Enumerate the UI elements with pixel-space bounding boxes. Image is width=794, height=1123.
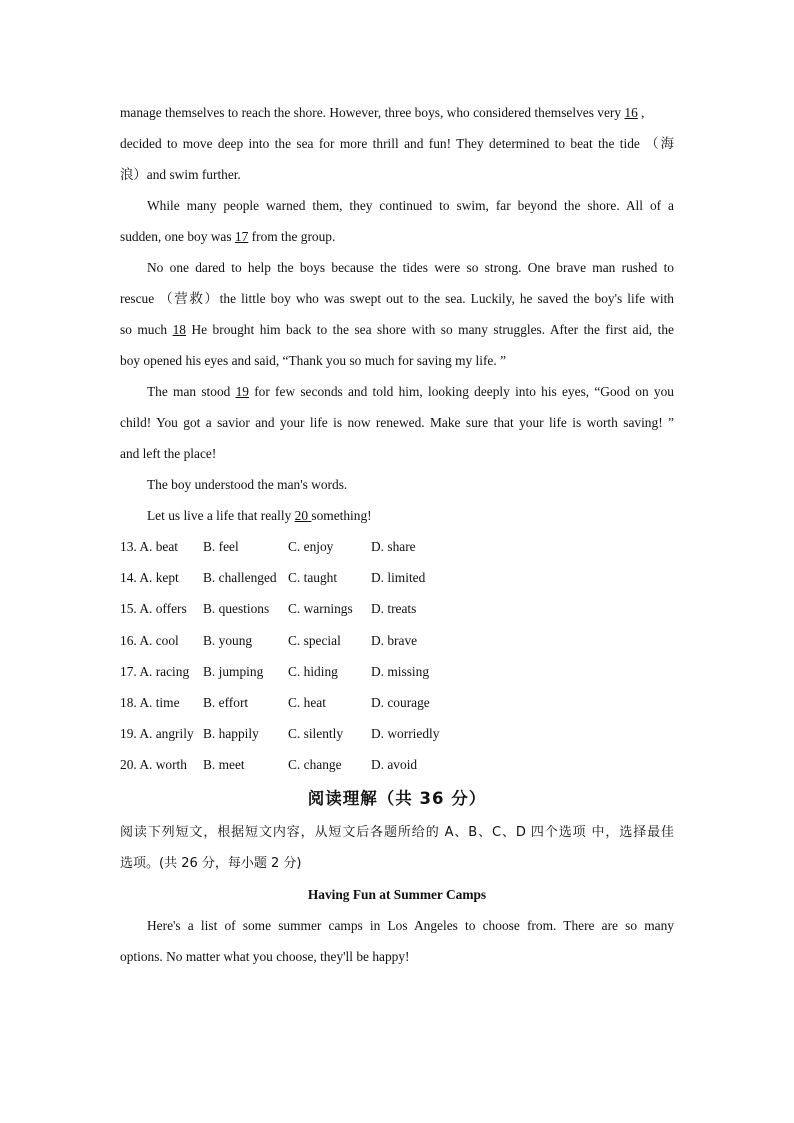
passage-line: boy opened his eyes and said, “Thank you so much for saving my life. ” <box>120 353 507 368</box>
passage-line: and left the place! <box>120 446 217 461</box>
option-row: 14. A. kept B. challenged C. taught D. limited <box>120 570 426 586</box>
passage-line: so much 18 He brought him back to the sea shore with so many struggles. After the first aid, the <box>120 322 674 337</box>
blank-19: 19 <box>235 384 249 399</box>
options-list <box>120 531 674 781</box>
passage-line: The man stood 19 for few seconds and told him, looking deeply into his eyes, “Good on you <box>147 384 674 399</box>
option-row: 13. A. beat B. feel C. enjoy D. share <box>120 539 416 554</box>
option-row: 19. A. angrily B. happily C. silently D. worriedly <box>120 726 440 742</box>
passage-line: The boy understood the man's words. <box>147 477 348 492</box>
passage-line: sudden, one boy was 17 from the group. <box>120 229 336 244</box>
passage-line: No one dared to help the boys because the tides were so strong. One brave man rushed to <box>147 260 674 275</box>
passage-line: decided to move deep into the sea for more thrill and fun! They determined to beat the tide （海 <box>120 136 674 151</box>
article-title: Having Fun at Summer Camps <box>307 886 487 902</box>
passage-line: child! You got a savior and your life is now renewed. Make sure that your life is worth saving! ” <box>120 415 674 430</box>
section-title: 阅读理解（共 36 分） <box>307 788 487 808</box>
article-line: options. No matter what you choose, they'll be happy! <box>120 948 410 964</box>
option-row: 16. A. cool B. young C. special D. brave <box>120 632 418 648</box>
blank-17: 17 <box>234 229 249 244</box>
instruction-line: 选项。(共 26 分，每小题 2 分) <box>120 855 302 871</box>
blank-16: 16 <box>624 105 638 120</box>
blank-18: 18 <box>172 322 186 337</box>
passage-line: 浪）and swim further. <box>120 167 241 182</box>
option-row: 20. A. worth B. meet C. change D. avoid <box>120 757 418 773</box>
document-page <box>120 97 674 972</box>
option-row: 18. A. time B. effort C. heat D. courage <box>120 694 430 710</box>
passage-line: rescue （营救）the little boy who was swept out to the sea. Luckily, he saved the boy's life with <box>120 291 674 306</box>
passage-line: While many people warned them, they continued to swim, far beyond the shore. All of a <box>147 198 674 213</box>
option-row: 17. A. racing B. jumping C. hiding D. missing <box>120 663 430 679</box>
article-line: Here's a list of some summer camps in Los Angeles to choose from. There are so many <box>147 917 674 933</box>
passage-line: manage themselves to reach the shore. However, three boys, who considered themselves very 16 , <box>120 105 645 120</box>
instruction-line: 阅读下列短文，根据短文内容，从短文后各题所给的 A、B、C、D 四个选项 中，选择最佳 <box>120 824 674 840</box>
option-row: 15. A. offers B. questions C. warnings D. treats <box>120 601 417 617</box>
blank-20: 20 <box>294 508 312 523</box>
passage-line: Let us live a life that really 20 something! <box>147 508 372 523</box>
